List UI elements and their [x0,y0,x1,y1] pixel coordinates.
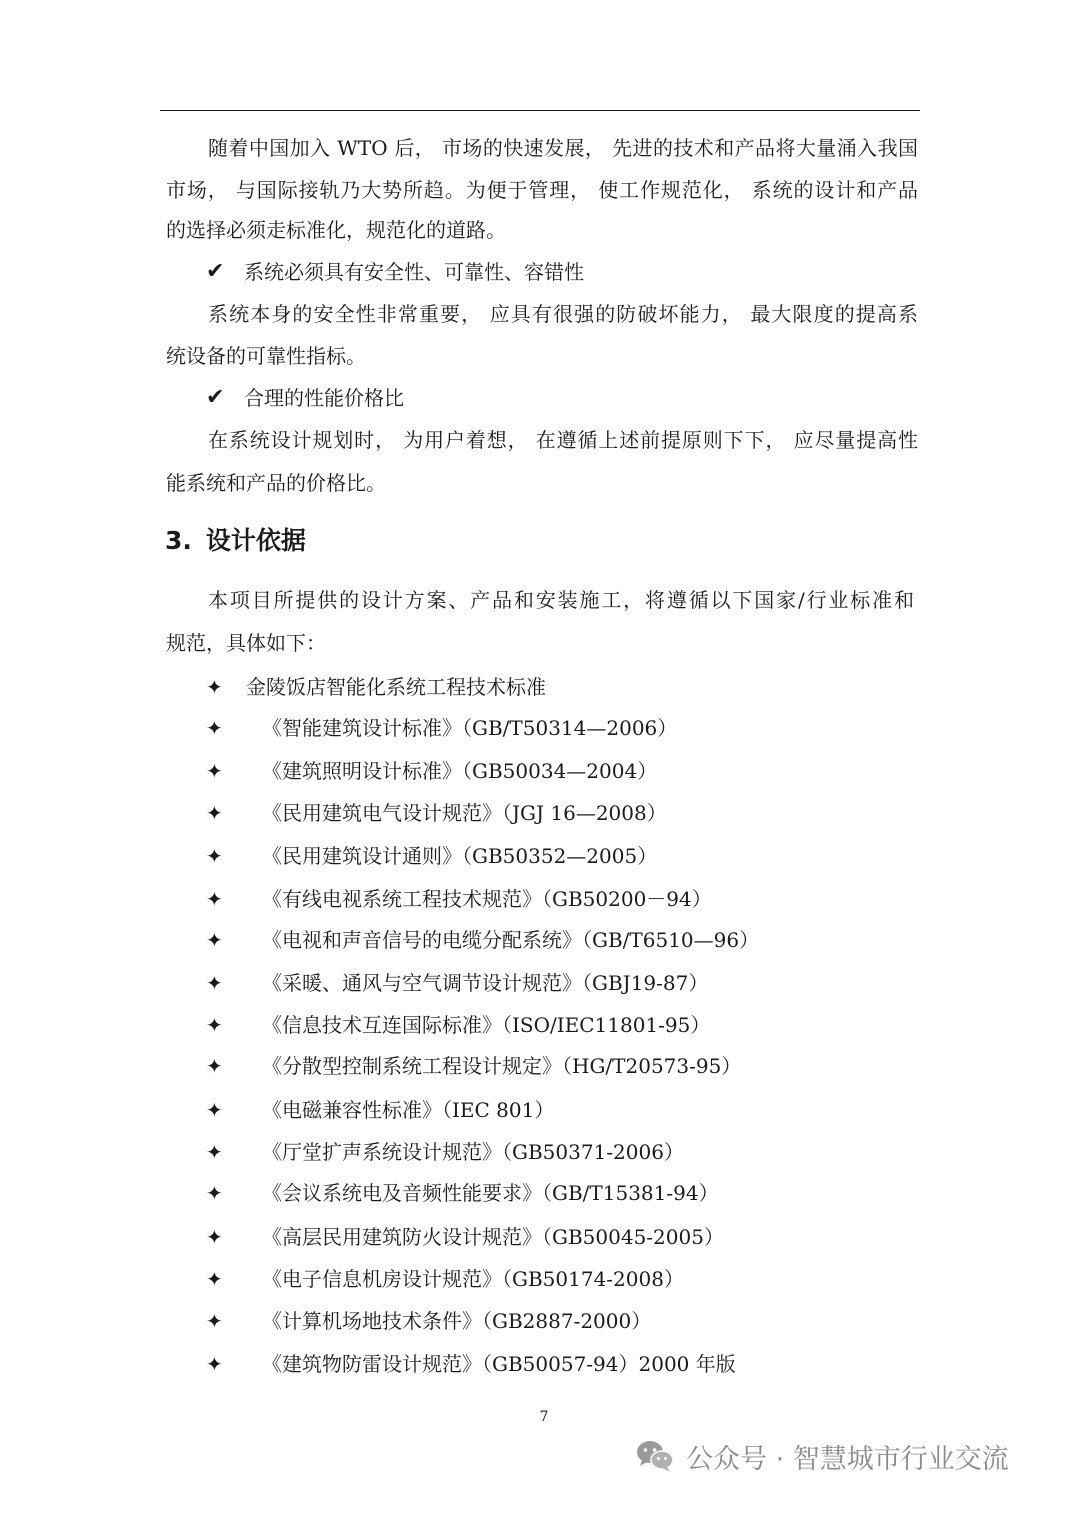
four-point-star-icon: ✦ [206,971,223,995]
list-item: 《分散型控制系统工程设计规定》（HG/T20573-95） [262,1054,742,1078]
list-item: 金陵饭店智能化系统工程技术标准 [246,675,546,699]
list-item: 《有线电视系统工程技术规范》（GB50200－94） [262,887,712,911]
four-point-star-icon: ✦ [206,1267,223,1291]
four-point-star-icon: ✦ [206,675,223,699]
four-point-star-icon: ✦ [206,1098,223,1122]
list-item: 《会议系统电及音频性能要求》（GB/T15381-94） [262,1181,719,1205]
section-intro-line-2: 规范，具体如下： [166,631,326,655]
list-item: 《电磁兼容性标准》（IEC 801） [262,1098,555,1122]
four-point-star-icon: ✦ [206,928,223,952]
four-point-star-icon: ✦ [206,759,223,783]
check-item-security: 系统必须具有安全性、可靠性、容错性 [244,260,584,284]
watermark [636,1436,1009,1476]
list-item: 《电子信息机房设计规范》（GB50174-2008） [262,1267,684,1291]
four-point-star-icon: ✦ [206,716,223,740]
four-point-star-icon: ✦ [206,1054,223,1078]
watermark-text: 公众号 · 智慧城市行业交流 [686,1443,1009,1475]
list-item: 《厅堂扩声系统设计规范》（GB50371-2006） [262,1140,684,1164]
list-item: 《高层民用建筑防火设计规范》（GB50045-2005） [262,1225,724,1249]
price-paragraph-line-2: 能系统和产品的价格比。 [166,471,386,495]
list-item: 《计算机场地技术条件》（GB2887-2000） [262,1309,652,1333]
section-heading [165,524,306,558]
list-item: 《建筑物防雷设计规范》（GB50057-94）2000 年版 [262,1352,736,1376]
list-item: 《信息技术互连国际标准》（ISO/IEC11801-95） [262,1013,711,1037]
section-number: 3. [165,526,192,555]
four-point-star-icon: ✦ [206,1140,223,1164]
checkmark-icon: ✔ [206,259,225,284]
four-point-star-icon: ✦ [206,1352,223,1376]
intro-paragraph-line-1: 随着中国加入 WTO 后， 市场的快速发展， 先进的技术和产品将大量涌入我国 [208,136,918,160]
section-intro-line-1: 本项目所提供的设计方案、产品和安装施工，将遵循以下国家/行业标准和 [208,588,914,612]
page-number: 7 [539,1409,549,1425]
four-point-star-icon: ✦ [206,1225,223,1249]
list-item: 《民用建筑电气设计规范》（JGJ 16—2008） [262,801,667,825]
safety-paragraph-line-2: 统设备的可靠性指标。 [166,344,366,368]
wechat-logo-icon [636,1439,674,1473]
four-point-star-icon: ✦ [206,1013,223,1037]
checkmark-icon: ✔ [206,385,225,410]
four-point-star-icon: ✦ [206,1309,223,1333]
section-title: 设计依据 [205,526,306,555]
four-point-star-icon: ✦ [206,887,223,911]
safety-paragraph-line-1: 系统本身的安全性非常重要， 应具有很强的防破坏能力， 最大限度的提高系 [208,302,918,326]
four-point-star-icon: ✦ [206,844,223,868]
four-point-star-icon: ✦ [206,801,223,825]
list-item: 《采暖、通风与空气调节设计规范》（GBJ19-87） [262,971,709,995]
four-point-star-icon: ✦ [206,1181,223,1205]
list-item: 《智能建筑设计标准》（GB/T50314—2006） [262,716,678,740]
header-rule [160,110,920,111]
list-item: 《电视和声音信号的电缆分配系统》（GB/T6510—96） [262,928,760,952]
price-paragraph-line-1: 在系统设计规划时， 为用户着想， 在遵循上述前提原则下下， 应尽量提高性 [208,428,918,452]
intro-paragraph-line-3: 的选择必须走标准化，规范化的道路。 [166,218,506,242]
list-item: 《建筑照明设计标准》（GB50034—2004） [262,759,658,783]
intro-paragraph-line-2: 市场， 与国际接轨乃大势所趋。为便于管理， 使工作规范化， 系统的设计和产品 [166,178,918,202]
check-item-price-ratio: 合理的性能价格比 [244,386,404,410]
list-item: 《民用建筑设计通则》（GB50352—2005） [262,844,658,868]
